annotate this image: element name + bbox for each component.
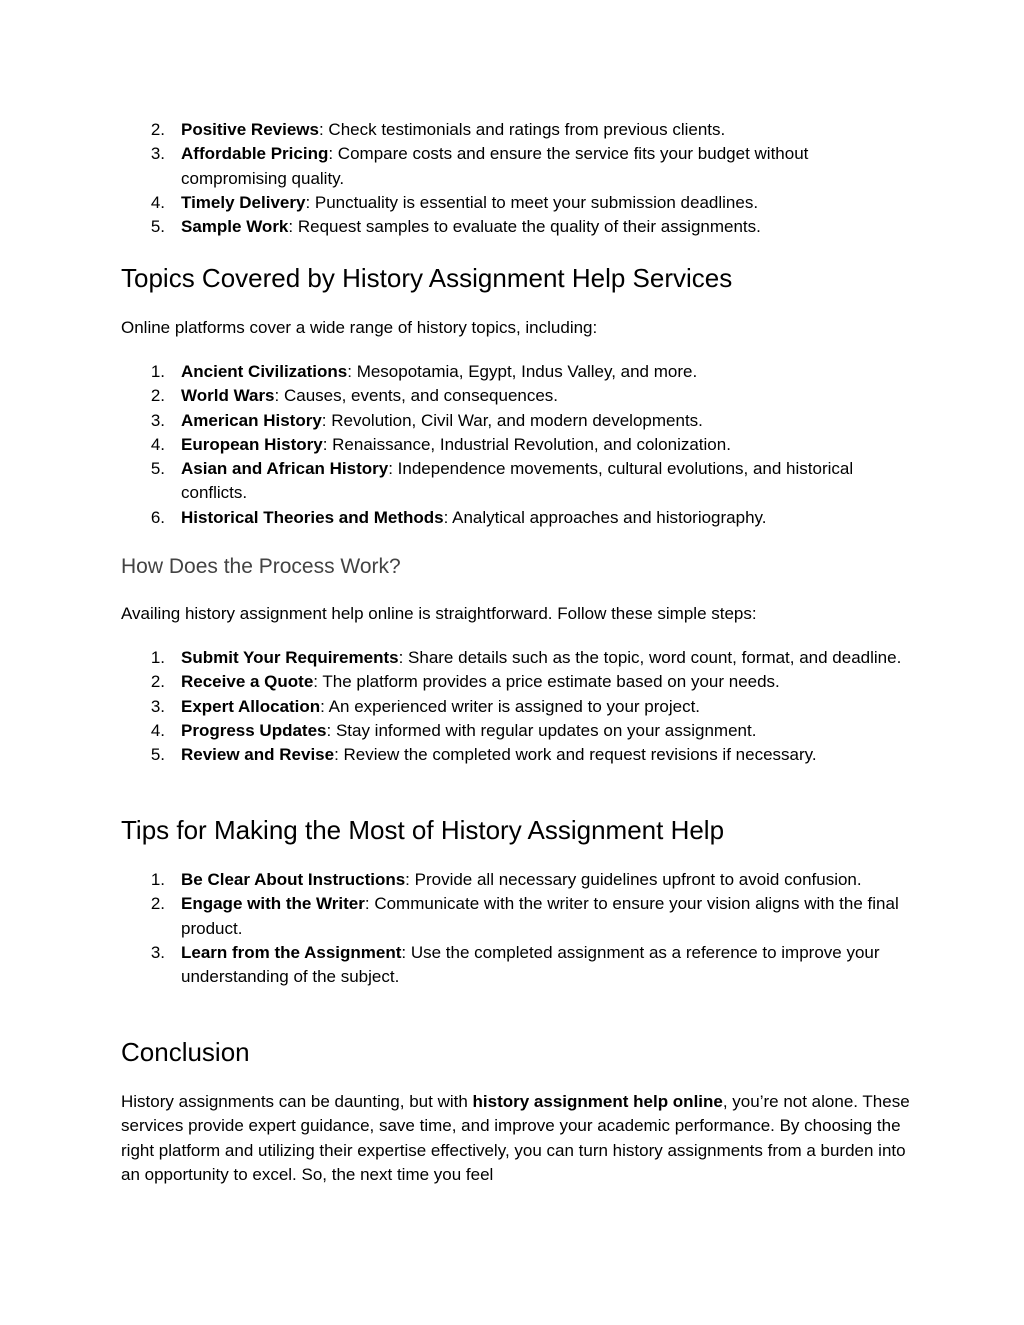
topics-intro-block [121, 316, 911, 340]
item-text: : Independence movements, cultural evolutions, and historical conflicts. [181, 459, 854, 503]
item-term: Positive Reviews [181, 120, 319, 139]
list-item: 3. Learn from the Assignment: Use the completed assignment as a reference to improve your understanding of the subject. [150, 942, 880, 987]
topics-heading-block [121, 262, 911, 294]
list-item: 1. Submit Your Requirements: Share details such as the topic, word count, format, and deadline. [150, 648, 902, 667]
criteria-list-section [121, 118, 911, 239]
topics-intro: Online platforms cover a wide range of history topics, including: [121, 318, 598, 337]
list-item: 2. Engage with the Writer: Communicate with the writer to ensure your vision aligns with the final product. [150, 894, 899, 938]
item-term: Sample Work [181, 217, 289, 237]
list-item: 4. Progress Updates: Stay informed with regular updates on your assignment. [150, 720, 757, 740]
list-item: 6. Historical Theories and Methods: Analytical approaches and historiography. [150, 507, 767, 527]
list-item: 5. Review and Revise: Review the completed work and request revisions if necessary. [150, 745, 817, 765]
list-item: 4. Timely Delivery: Punctuality is essential to meet your submission deadlines. [150, 192, 759, 212]
item-text: : Mesopotamia, Egypt, Indus Valley, and more. [347, 362, 698, 381]
list-item: 2. World Wars: Causes, events, and consequences. [150, 386, 559, 406]
item-term: American History [181, 410, 322, 430]
process-heading: How Does the Process Work? [121, 555, 401, 578]
item-term: Affordable Pricing [181, 144, 329, 164]
item-text: : Request samples to evaluate the quality of their assignments. [288, 217, 761, 237]
item-text: : Causes, events, and consequences. [274, 386, 559, 406]
topics-heading: Topics Covered by History Assignment Help Services [121, 263, 733, 293]
item-term: Submit Your Requirements [181, 648, 399, 667]
item-term: Asian and African History [181, 459, 389, 479]
list-item: 5. Asian and African History: Independence movements, cultural evolutions, and historical conflicts. [150, 459, 854, 503]
list-item: 1. Be Clear About Instructions: Provide all necessary guidelines upfront to avoid confusion. [150, 870, 862, 889]
item-term: Be Clear About Instructions [181, 870, 406, 889]
item-term: Receive a Quote [181, 672, 314, 692]
tips-list [121, 868, 911, 989]
item-term: Historical Theories and Methods [181, 507, 444, 527]
item-text: : Compare costs and ensure the service fits your budget without compromising quality. [181, 144, 809, 188]
item-text: : Communicate with the writer to ensure your vision aligns with the final product. [181, 894, 899, 938]
conclusion-paragraph-block [121, 1090, 911, 1187]
item-text: : Check testimonials and ratings from previous clients. [318, 120, 726, 139]
tips-heading-block [121, 814, 911, 846]
conclusion-paragraph: History assignments can be daunting, but with history assignment help online, you’re not alone. These services provide expert guidance, save time, and improve your academic performance. By choosing the right platform and utilizing their expertise effectively, you can turn history assignments from a burden into an opportunity to excel. So, the next time you feel [121, 1092, 910, 1184]
list-item: 4. European History: Renaissance, Industrial Revolution, and colonization. [150, 434, 731, 454]
item-text: : Renaissance, Industrial Revolution, and colonization. [322, 434, 731, 454]
item-text: : Revolution, Civil War, and modern developments. [321, 410, 703, 430]
list-item: 2. Positive Reviews: Check testimonials and ratings from previous clients. [150, 120, 726, 139]
item-text: : Provide all necessary guidelines upfront to avoid confusion. [405, 870, 862, 889]
process-intro-block [121, 602, 911, 626]
item-term: Ancient Civilizations [181, 362, 348, 381]
tips-heading: Tips for Making the Most of History Assignment Help [121, 815, 725, 845]
item-text: : An experienced writer is assigned to your project. [320, 696, 701, 716]
item-term: European History [181, 434, 323, 454]
item-text: : Stay informed with regular updates on your assignment. [326, 720, 757, 740]
process-list [121, 646, 911, 767]
list-item: 3. American History: Revolution, Civil War, and modern developments. [150, 410, 703, 430]
item-term: Progress Updates [181, 720, 327, 740]
conclusion-heading: Conclusion [121, 1037, 250, 1067]
process-list-section [121, 646, 911, 767]
list-item: 3. Affordable Pricing: Compare costs and ensure the service fits your budget without compromising quality. [150, 144, 809, 188]
item-term: Engage with the Writer [181, 894, 365, 914]
list-item: 5. Sample Work: Request samples to evaluate the quality of their assignments. [150, 217, 761, 237]
list-item: 2. Receive a Quote: The platform provides a price estimate based on your needs. [150, 672, 780, 692]
list-item: 3. Expert Allocation: An experienced writer is assigned to your project. [150, 696, 701, 716]
item-term: World Wars [181, 386, 275, 406]
item-term: Expert Allocation [181, 696, 321, 716]
conclusion-heading-block [121, 1036, 911, 1068]
item-text: : Use the completed assignment as a reference to improve your understanding of the subject. [181, 942, 880, 987]
process-intro: Availing history assignment help online is straightforward. Follow these simple steps: [121, 604, 757, 623]
topics-list-section [121, 360, 911, 530]
criteria-list [121, 118, 911, 239]
keyword-bold: history assignment help online [472, 1092, 723, 1111]
item-text: : Review the completed work and request revisions if necessary. [334, 745, 817, 765]
item-text: : Share details such as the topic, word count, format, and deadline. [398, 648, 902, 667]
item-term: Timely Delivery [181, 192, 306, 212]
item-text: : The platform provides a price estimate based on your needs. [313, 672, 780, 692]
item-term: Learn from the Assignment [181, 942, 402, 962]
list-item: 1. Ancient Civilizations: Mesopotamia, Egypt, Indus Valley, and more. [150, 362, 698, 381]
process-heading-block [121, 553, 911, 581]
item-text: : Punctuality is essential to meet your submission deadlines. [305, 192, 759, 212]
topics-list [121, 360, 911, 530]
tips-list-section [121, 868, 911, 989]
item-text: : Analytical approaches and historiography. [443, 507, 767, 527]
item-term: Review and Revise [181, 745, 335, 765]
